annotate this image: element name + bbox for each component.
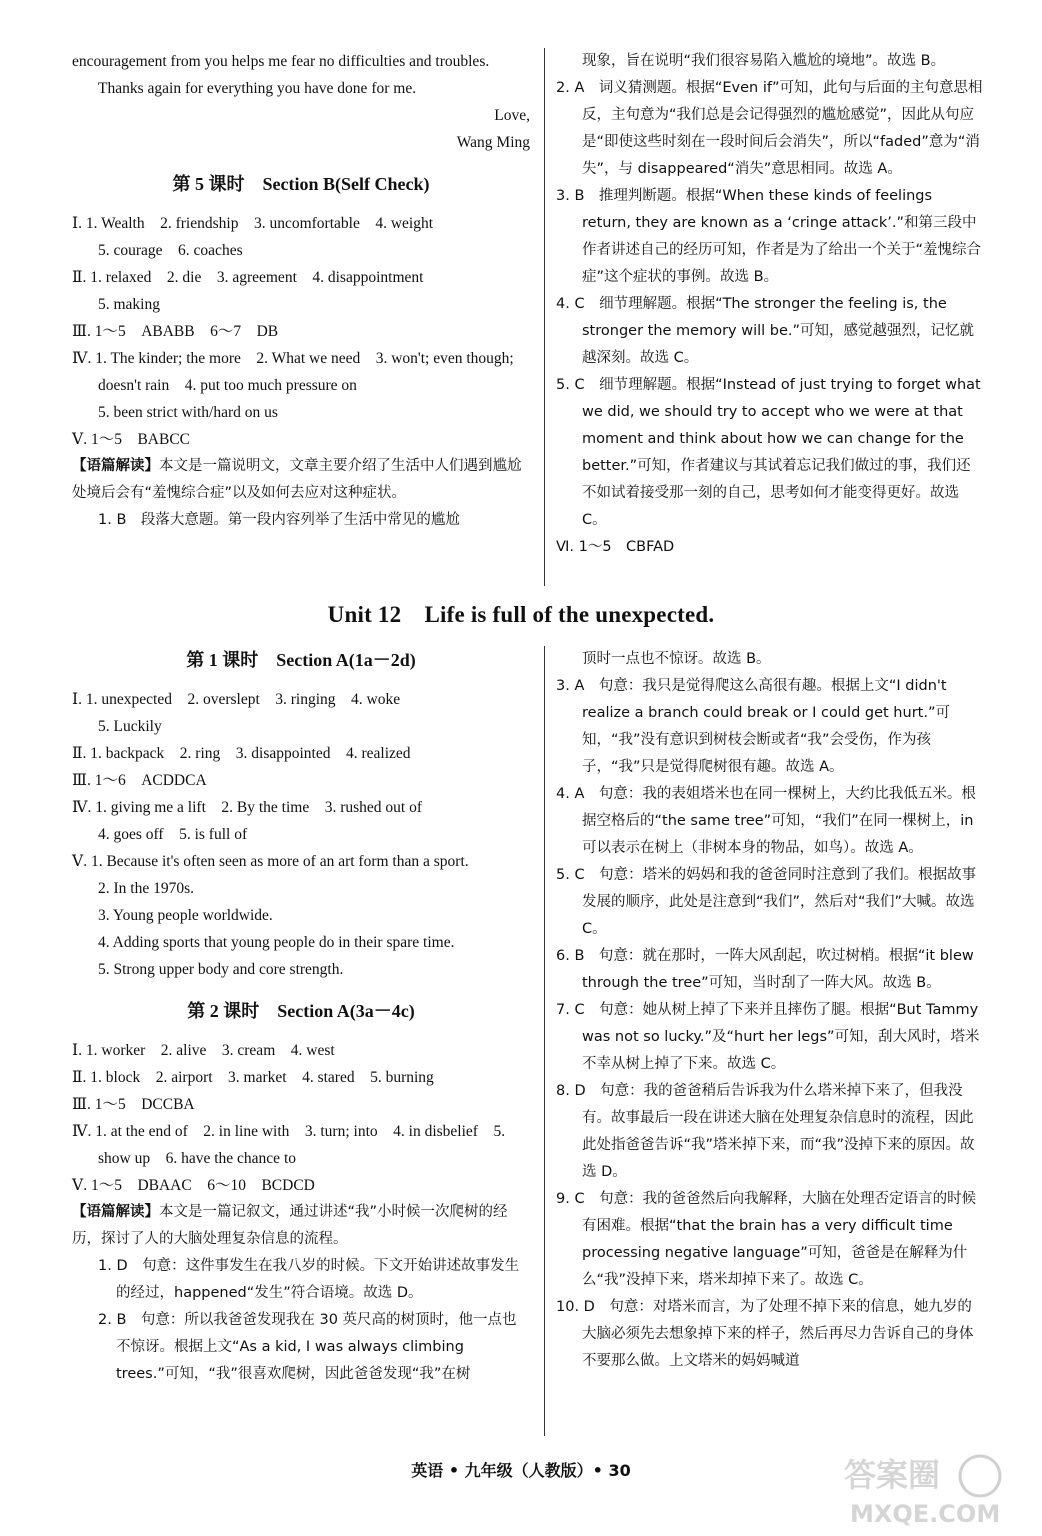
answer-line: Ⅳ. 1. at the end of 2. in line with 3. turn; into 4. in disbelief 5. show up 6. have the chance to [72, 1123, 506, 1167]
answer-explanation: 4. C 细节理解题。根据“The stronger the feeling is, the stronger the memory will be.”可知，感觉越强烈，记忆就越深刻。故选 C。 [556, 296, 975, 366]
letter-signature: Wang Ming [456, 134, 530, 151]
page-footer: 英语 • 九年级（人教版）• 30 [411, 1461, 631, 1480]
answer-explanation: 顶时一点也不惊讶。故选 B。 [582, 651, 771, 667]
answer-explanation: 3. B 推理判断题。根据“When these kinds of feelings return, they are known as a ‘cringe attack’.”和第三段中作者讲述自己的经历可知，作者是为了给出一个关于“羞愧综合症”这个症状的事例。故选 B。 [556, 188, 982, 285]
answer-line: Ⅱ. 1. backpack 2. ring 3. disappointed 4. realized [72, 745, 411, 762]
answer-line: Ⅳ. 1. giving me a lift 2. By the time 3. rushed out of [72, 799, 422, 816]
letter-thanks-line: Thanks again for everything you have done for me. [98, 80, 417, 97]
upper-right-column [556, 48, 984, 561]
answer-explanation: 5. C 细节理解题。根据“Instead of just trying to forget what we did, we should try to accept who we were at that moment and think about how we can change for the better.”可知，作者建议与其试着忘记我们做过的事，我们还不如试着接受那一刻的自己，思考如何才能变得更好。故选 C。 [556, 377, 981, 528]
answer-line: Ⅵ. 1～5 CBFAD [556, 539, 675, 555]
note-text: 本文是一篇记叙文，通过讲述“我”小时候一次爬树的经历，探讨了人的大脑处理复杂信息的流程。 [72, 1204, 508, 1247]
answer-line: 4. goes off 5. is full of [98, 826, 248, 843]
answer-line: 4. Adding sports that young people do in their spare time. [98, 934, 455, 951]
answer-explanation: 7. C 句意：她从树上掉了下来并且摔伤了腿。根据“But Tammy was not so lucky.”及“hurt her legs”可知，刮大风时，塔米不幸从树上掉了下来。故选 C。 [556, 1002, 980, 1072]
passage-note [72, 1199, 530, 1253]
section-title: 第 2 课时 Section A(3a－4c) [187, 1001, 415, 1021]
answer-explanation: 1. D 句意：这件事发生在我八岁的时候。下文开始讲述故事发生的经过，happened“发生”符合语境。故选 D。 [98, 1258, 520, 1301]
answer-explanation: 2. B 句意：所以我爸爸发现我在 30 英尺高的树顶时，他一点也不惊讶。根据上文“As a kid, I was always climbing trees.”可知，“我”很喜欢爬树，因此爸爸发现“我”在树 [98, 1312, 517, 1382]
answer-explanation: 3. A 句意：我只是觉得爬这么高很有趣。根据上文“I didn't realize a branch could break or I could get hurt.”可知，“我”没有意识到树枝会断或者“我”会受伤，作为孩子，“我”只是觉得爬树很有趣。故选 A。 [556, 678, 950, 775]
answer-explanation: 9. C 句意：我的爸爸然后向我解释，大脑在处理否定语言的时候有困难。根据“that the brain has a very difficult time processing negative language”可知，爸爸是在解释为什么“我”没掉下来，塔米却掉下来了。故选 C。 [556, 1191, 977, 1288]
section-title: 第 5 课时 Section B(Self Check) [172, 174, 430, 194]
answer-line: Ⅳ. 1. The kinder; the more 2. What we need 3. won't; even though; doesn't rain 4. put too much pressure on [72, 350, 514, 394]
watermark-circle [960, 1456, 1000, 1496]
answer-explanation: 6. B 句意：就在那时，一阵大风刮起，吹过树梢。根据“it blew through the tree”可知，当时刮了一阵大风。故选 B。 [556, 948, 974, 991]
answer-line: 5. making [98, 296, 160, 313]
answer-explanation: 现象，旨在说明“我们很容易陷入尴尬的境地”。故选 B。 [582, 53, 946, 69]
answer-explanation: 10. D 句意：对塔米而言，为了处理不掉下来的信息，她九岁的大脑必须先去想象掉下来的样子，然后再尽力告诉自己的身体不要那么做。上文塔米的妈妈喊道 [556, 1299, 974, 1369]
answer-line: 3. Young people worldwide. [98, 907, 273, 924]
lower-right-column [556, 646, 984, 1375]
answer-line: Ⅰ. 1. unexpected 2. overslept 3. ringing 4. woke [72, 691, 401, 708]
column-divider [544, 48, 545, 586]
answer-line: Ⅲ. 1～5 ABABB 6～7 DB [72, 323, 279, 340]
answer-line: 5. Strong upper body and core strength. [98, 961, 344, 978]
unit-title: Unit 12 Life is full of the unexpected. [327, 602, 715, 627]
answer-line: 5. been strict with/hard on us [98, 404, 278, 421]
answer-line: Ⅰ. 1. Wealth 2. friendship 3. uncomfortable 4. weight [72, 215, 434, 232]
answer-line: Ⅱ. 1. relaxed 2. die 3. agreement 4. disappointment [72, 269, 424, 286]
note-text: 本文是一篇说明文，文章主要介绍了生活中人们遇到尴尬处境后会有“羞愧综合症”以及如何去应对这种症状。 [72, 458, 522, 501]
watermark-text: 答案圈 [844, 1456, 941, 1494]
answer-explanation: 8. D 句意：我的爸爸稍后告诉我为什么塔米掉下来了，但我没有。故事最后一段在讲述大脑在处理复杂信息时的流程，因此此处指爸爸告诉“我”塔米掉下来，而“我”没掉下来的原因。故选 D。 [556, 1083, 975, 1180]
watermark-logo [830, 1450, 1020, 1530]
answer-explanation: 5. C 句意：塔米的妈妈和我的爸爸同时注意到了我们。根据故事发展的顺序，此处是注意到“我们”，然后对“我们”大喊。故选 C。 [556, 867, 977, 937]
answer-line: 5. courage 6. coaches [98, 242, 243, 259]
answer-line: 5. Luckily [98, 718, 162, 735]
column-divider [544, 646, 545, 1436]
section-title: 第 1 课时 Section A(1a－2d) [186, 650, 416, 670]
answer-explanation: 1. B 段落大意题。第一段内容列举了生活中常见的尴尬 [98, 512, 460, 528]
answer-explanation: 2. A 词义猜测题。根据“Even if”可知，此句与后面的主句意思相反，主句意为“我们总是会记得强烈的尴尬感觉”，因此从句应是“即使这些时刻在一段时间后会消失”，所以“faded”意为“消失”，与 disappeared“消失”意思相同。故选 A。 [556, 80, 983, 177]
answer-line: Ⅴ. 1. Because it's often seen as more of an art form than a sport. [72, 853, 469, 870]
letter-signoff: Love, [494, 107, 530, 124]
answer-line: Ⅲ. 1～6 ACDDCA [72, 772, 207, 789]
answer-line: 2. In the 1970s. [98, 880, 195, 897]
note-tag: 【语篇解读】 [72, 458, 159, 474]
note-tag: 【语篇解读】 [72, 1204, 159, 1220]
watermark-site: MXQE.COM [850, 1500, 1001, 1528]
lower-left-column [72, 646, 530, 1388]
answer-line: Ⅴ. 1～5 DBAAC 6～10 BCDCD [72, 1177, 315, 1194]
answer-explanation: 4. A 句意：我的表姐塔米也在同一棵树上，大约比我低五米。根据空格后的“the same tree”可知，“我们”在同一棵树上，in 可以表示在树上（非树本身的物品，如鸟）。故选 A。 [556, 786, 976, 856]
answer-line: Ⅲ. 1～5 DCCBA [72, 1096, 195, 1113]
upper-left-column [72, 48, 530, 534]
answer-line: Ⅱ. 1. block 2. airport 3. market 4. stared 5. burning [72, 1069, 434, 1086]
answer-line: Ⅰ. 1. worker 2. alive 3. cream 4. west [72, 1042, 335, 1059]
answer-line: Ⅴ. 1～5 BABCC [72, 431, 190, 448]
passage-note [72, 453, 530, 507]
letter-closing-line: encouragement from you helps me fear no difficulties and troubles. [72, 53, 490, 70]
